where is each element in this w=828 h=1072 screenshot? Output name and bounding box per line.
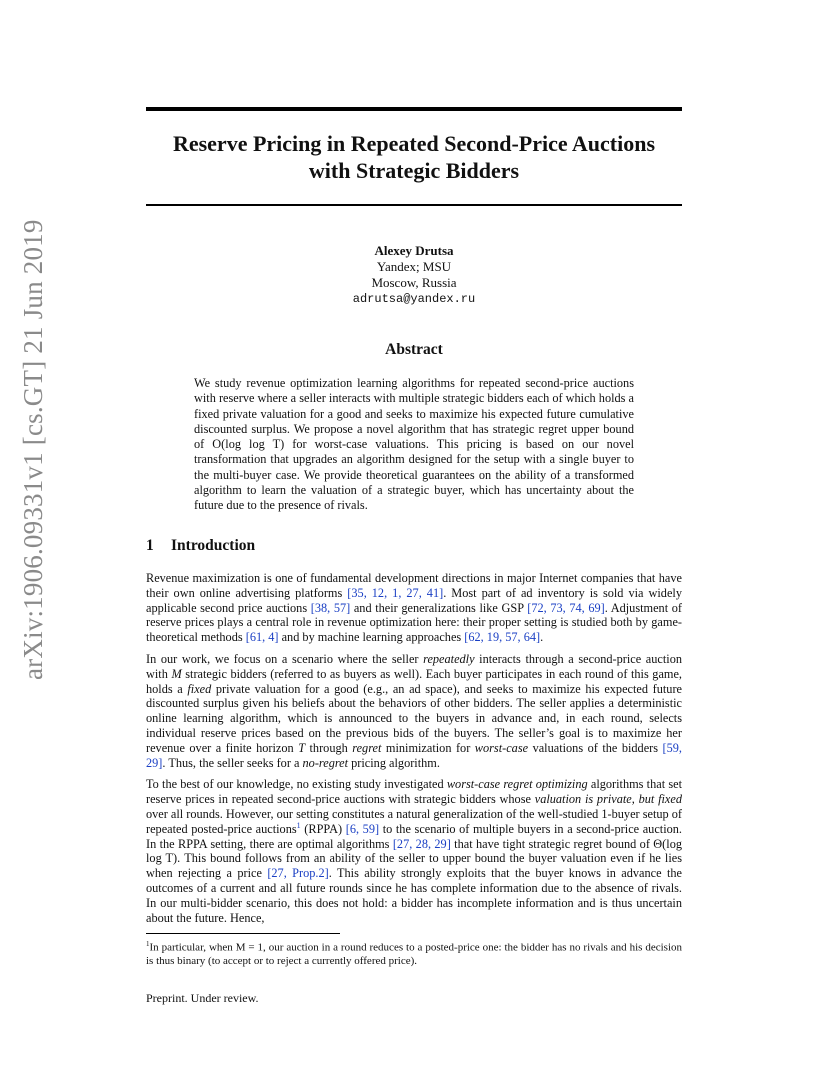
arxiv-stamp: arXiv:1906.09331v1 [cs.GT] 21 Jun 2019 [18, 219, 48, 680]
citation-link[interactable]: [72, 73, 74, 69] [527, 600, 605, 615]
citation-link[interactable]: [38, 57] [310, 600, 351, 615]
text-run: private valuation for a good (e.g., an ad space), and seeks to maximize his expected future discounted surplus given his beliefs about the behaviors of other bidders. The seller applies a deterministic online learning algorithm, which is announced to the buyers in advance and, in each round, selects individual reserve prices based on the previous bids of the buyers. The seller’s goal is to maximize her revenue over a finite horizon [146, 681, 682, 755]
text-run: valuations of the bidders [528, 740, 663, 755]
text-run: (RPPA) [300, 821, 346, 836]
text-run: through [305, 740, 353, 755]
text-run: Revenue maximization is one of fundamental development directions in major Internet companies that have their own online advertising platforms [146, 571, 682, 600]
text-run: . Most part of ad inventory is sold via widely applicable second price auctions [146, 585, 682, 615]
emphasis: no-regret [302, 755, 349, 770]
text-run: . Adjustment of reserve prices plays a central role in revenue optimization here: their proper setting is studied both by game-theoretical methods [146, 600, 682, 645]
text-run: . Thus, the seller seeks for a [162, 755, 303, 770]
section-title: Introduction [171, 537, 256, 554]
section-number: 1 [146, 537, 154, 554]
math-symbol: T [298, 740, 306, 755]
text-run: that have tight strategic regret bound of Θ(log log T). This bound follows from an ability of the seller to upper bound the buyer valuation even if he lies when rejecting a price [146, 836, 682, 881]
body-text [146, 571, 682, 932]
preprint-note: Preprint. Under review. [146, 991, 259, 1005]
title-line-2: with Strategic Bidders [308, 158, 520, 183]
text-run: In our work, we focus on a scenario where the seller [146, 651, 424, 666]
title-rule-top [146, 107, 682, 111]
text-run: . This ability strongly exploits that the buyer knows in advance the outcomes of a current and all future rounds since he has complete information due to the absence of rivals. In our multi-bidder scenario, this does not hold: a bidder has incomplete information and is thus uncertain about the future. Hence, [146, 866, 682, 925]
author-email[interactable]: adrutsa@yandex.ru [352, 292, 476, 306]
emphasis: worst-case regret optimizing [446, 777, 588, 792]
abstract-heading: Abstract [385, 341, 443, 358]
paragraph-1 [146, 571, 682, 645]
text-run: To the best of our knowledge, no existing study investigated [146, 777, 447, 792]
text-run: to the scenario of multiple buyers in a second-price auction. In the RPPA setting, there are optimal algorithms [146, 821, 682, 851]
author-block [146, 243, 682, 307]
title-rule-bottom [146, 204, 682, 206]
text-run: . [540, 630, 544, 645]
emphasis: fixed [187, 681, 212, 696]
emphasis: regret [352, 740, 382, 755]
abstract-text: We study revenue optimization learning algorithms for repeated second-price auctions with reserve where a seller interacts with multiple strategic bidders each of which holds a fixed private valuation for a good and seeks to maximize his expected future cumulative discounted surplus. We propose a novel algorithm that has strategic regret upper bound of O(log log T) for worst-case valuations. This pricing is based on our novel transformation that upgrades an algorithm designed for the setup with a single buyer to the multi-buyer case. We provide theoretical guarantees on the ability of a transformed algorithm to learn the valuation of a strategic buyer, which has uncertainty about the future due to the presence of rivals. [194, 376, 634, 513]
paragraph-3 [146, 777, 682, 925]
text-run: and by machine learning approaches [278, 630, 465, 645]
emphasis: worst-case [474, 740, 529, 755]
section-heading [146, 537, 255, 555]
footnote-number: 1 [146, 940, 150, 948]
footnote [146, 938, 682, 969]
citation-link[interactable]: [62, 19, 57, 64] [464, 630, 541, 645]
author-location: Moscow, Russia [371, 275, 457, 290]
text-run: pricing algorithm. [348, 755, 440, 770]
citation-link[interactable]: [6, 59] [345, 821, 380, 836]
citation-link[interactable]: [61, 4] [245, 630, 279, 645]
math-symbol: M [171, 666, 182, 681]
author-name: Alexey Drutsa [374, 243, 454, 258]
text-run: algorithms that set reserve prices in repeated second-price auctions with strategic bidders whose [146, 777, 683, 807]
citation-link[interactable]: [27, Prop.2] [267, 866, 329, 881]
emphasis: valuation is private, but fixed [534, 792, 682, 807]
footnote-text: In particular, when M = 1, our auction in a round reduces to a posted-price one: the bidder has no rivals and his decision is thus binary (to accept or to reject a currently offered price). [146, 941, 682, 968]
citation-link[interactable]: [35, 12, 1, 27, 41] [347, 585, 444, 600]
citation-link[interactable]: [59, 29] [146, 740, 682, 770]
author-affiliation: Yandex; MSU [376, 259, 452, 274]
citation-link[interactable]: [27, 28, 29] [392, 836, 451, 851]
title-line-1: Reserve Pricing in Repeated Second-Price Auctions [172, 131, 656, 156]
text-run: strategic bidders (referred to as buyers as well). Each buyer participates in each round of this game, holds a [146, 666, 683, 696]
emphasis: repeatedly [423, 651, 475, 666]
paragraph-2 [146, 652, 682, 770]
text-run: minimization for [381, 740, 475, 755]
footnote-rule [146, 933, 340, 934]
text-run: and their generalizations like GSP [350, 600, 528, 615]
text-run: interacts through a second-price auction with [146, 651, 682, 681]
footnote-marker[interactable]: 1 [296, 820, 301, 830]
paper-title [146, 130, 682, 184]
text-run: over all rounds. However, our setting constitutes a natural generalization of the well-studied 1-buyer setup of repeated posted-price auctions [146, 806, 682, 836]
